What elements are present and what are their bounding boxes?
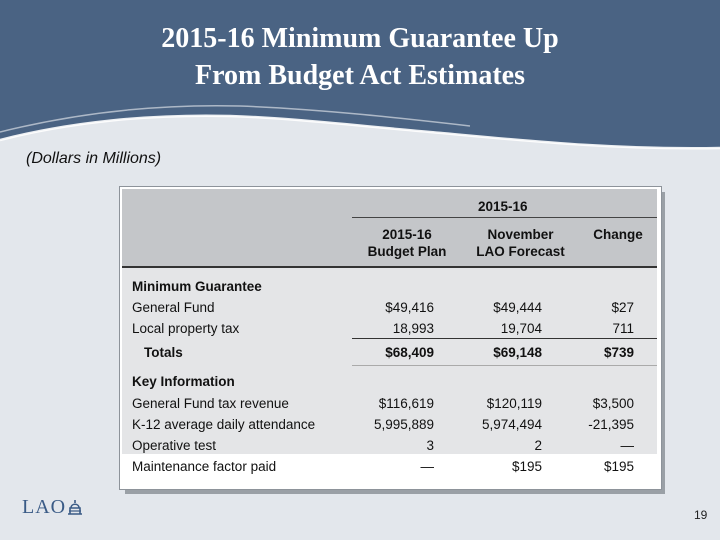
column-header-budget-plan-line2: Budget Plan: [367, 244, 447, 259]
column-header-budget-plan: [362, 226, 452, 260]
lao-logo-text: LAO: [22, 496, 67, 518]
cell-value: $195: [511, 459, 542, 474]
totals-value: $68,409: [385, 345, 434, 360]
cell-value: $49,416: [385, 300, 434, 315]
column-header-lao-forecast-line2: LAO Forecast: [476, 244, 565, 259]
cell-value: $116,619: [378, 396, 434, 411]
row-label: Local property tax: [132, 321, 240, 336]
column-header-budget-plan-line1: 2015-16: [382, 227, 432, 242]
section-heading: Key Information: [132, 374, 235, 389]
totals-value: $739: [603, 345, 634, 360]
row-label: General Fund tax revenue: [132, 396, 289, 411]
slide-title-line1: 2015-16 Minimum Guarantee Up: [161, 23, 559, 54]
cell-value: $120,119: [486, 396, 542, 411]
slide-title: [0, 20, 720, 94]
column-header-change-line2: Change: [593, 227, 643, 242]
cell-value: —: [620, 438, 634, 453]
cell-value: 5,974,494: [481, 417, 542, 432]
cell-value: —: [420, 459, 434, 474]
lao-logo: [22, 496, 84, 519]
column-header-lao-forecast-line1: November: [487, 227, 554, 242]
slide-subtitle: (Dollars in Millions): [26, 150, 162, 167]
header-bottom-rule: [122, 266, 657, 268]
cell-value: -21,395: [588, 417, 634, 432]
header-divider: [352, 217, 657, 218]
data-table: [119, 186, 662, 490]
cell-value: 3: [426, 438, 434, 453]
row-label: General Fund: [132, 300, 215, 315]
row-label: K-12 average daily attendance: [132, 417, 316, 432]
section-heading: Minimum Guarantee: [132, 279, 262, 294]
row-label: Maintenance factor paid: [132, 459, 277, 474]
group-header: 2015-16: [478, 199, 528, 214]
cell-value: $195: [603, 459, 634, 474]
cell-value: 5,995,889: [373, 417, 434, 432]
cell-value: $27: [611, 300, 634, 315]
cell-value: 2: [534, 438, 542, 453]
cell-value: $49,444: [493, 300, 542, 315]
table-body: [122, 189, 657, 474]
cell-value: 19,704: [500, 321, 542, 336]
cell-value: $3,500: [592, 396, 634, 411]
capitol-dome-icon: [66, 498, 84, 516]
page-number: 19: [694, 508, 708, 522]
row-label: Operative test: [132, 438, 217, 453]
column-header-change: [584, 226, 652, 243]
column-header-lao-forecast: [468, 226, 573, 260]
cell-value: 711: [612, 321, 634, 336]
slide-title-line2: From Budget Act Estimates: [195, 60, 525, 91]
totals-rule: [352, 338, 657, 339]
cell-value: 18,993: [392, 321, 434, 336]
totals-value: $69,148: [493, 345, 542, 360]
totals-bottom-rule: [352, 365, 657, 366]
totals-label: Totals: [144, 345, 183, 360]
